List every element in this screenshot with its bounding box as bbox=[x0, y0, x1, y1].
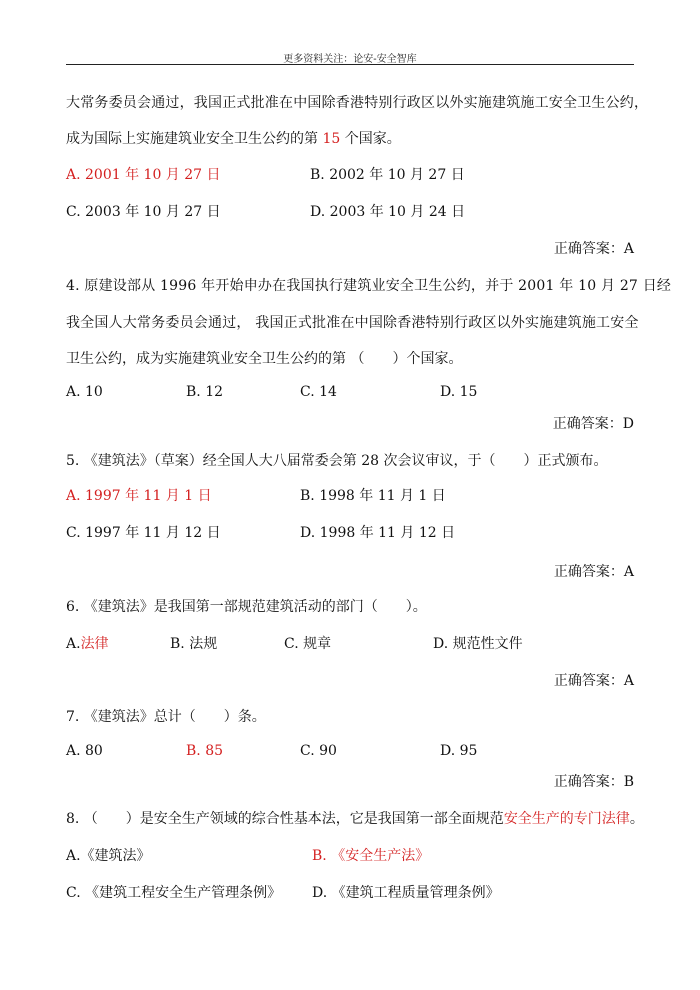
q4-option-c: C. 14 bbox=[300, 384, 337, 400]
q7-text-line-1: 7. 《建筑法》总计（ ）条。 bbox=[66, 709, 266, 725]
q8-text-line-1 bbox=[66, 810, 644, 828]
q6-option-a-text: 法律 bbox=[80, 636, 109, 652]
q8-text-post: 。 bbox=[629, 811, 644, 827]
q7-option-a: A. 80 bbox=[66, 743, 103, 759]
q4-answer: 正确答案：D bbox=[552, 416, 634, 432]
q8-option-b: B. 《安全生产法》 bbox=[312, 848, 430, 864]
q8-option-d: D. 《建筑工程质量管理条例》 bbox=[312, 885, 500, 901]
q5-option-b: B. 1998 年 11 月 1 日 bbox=[300, 488, 446, 504]
q7-option-c: C. 90 bbox=[300, 743, 337, 759]
q6-option-b: B. 法规 bbox=[170, 636, 218, 652]
q6-answer: 正确答案：A bbox=[553, 673, 634, 689]
q3-fill-answer: 15 bbox=[322, 131, 341, 147]
q6-option-a bbox=[66, 635, 109, 653]
q3-option-c: C. 2003 年 10 月 27 日 bbox=[66, 204, 221, 220]
q3-text-post: 个国家。 bbox=[340, 131, 401, 147]
q8-option-c: C. 《建筑工程安全生产管理条例》 bbox=[66, 885, 282, 901]
q6-option-a-prefix: A. bbox=[66, 636, 81, 652]
q7-answer: 正确答案：B bbox=[553, 774, 634, 790]
q5-option-d: D. 1998 年 11 月 12 日 bbox=[300, 525, 456, 541]
q5-option-a: A. 1997 年 11 月 1 日 bbox=[66, 488, 212, 504]
q4-text-line-1: 4. 原建设部从 1996 年开始申办在我国执行建筑业安全卫生公约，并于 2001 年 10 月 27 日经 bbox=[66, 278, 672, 294]
q4-option-b: B. 12 bbox=[186, 384, 224, 400]
q3-option-d: D. 2003 年 10 月 24 日 bbox=[310, 204, 466, 220]
q5-answer: 正确答案：A bbox=[553, 564, 634, 580]
q4-option-d: D. 15 bbox=[440, 384, 478, 400]
q7-option-d: D. 95 bbox=[440, 743, 478, 759]
q4-text-line-2: 我全国人大常务委员会通过， 我国正式批准在中国除香港特别行政区以外实施建筑施工安全 bbox=[66, 315, 639, 331]
header-divider bbox=[66, 64, 634, 65]
q3-text-line-2 bbox=[66, 130, 634, 148]
q8-text-pre: 8. （ ）是安全生产领域的综合性基本法，它是我国第一部全面规范 bbox=[66, 811, 504, 827]
q4-option-a: A. 10 bbox=[66, 384, 103, 400]
q3-text-line-1: 大常务委员会通过，我国正式批准在中国除香港特别行政区以外实施建筑施工安全卫生公约， bbox=[66, 95, 649, 111]
q4-text-line-3: 卫生公约，成为实施建筑业安全卫生公约的第 （ ）个国家。 bbox=[66, 351, 463, 367]
q5-option-c: C. 1997 年 11 月 12 日 bbox=[66, 525, 221, 541]
q3-answer: 正确答案：A bbox=[553, 241, 634, 257]
page-header: 更多资料关注：论安-安全智库 bbox=[283, 54, 417, 65]
q3-option-a: A. 2001 年 10 月 27 日 bbox=[66, 167, 221, 183]
q6-text-line-1: 6. 《建筑法》是我国第一部规范建筑活动的部门（ ）。 bbox=[66, 599, 427, 615]
q5-text-line-1: 5. 《建筑法》（草案）经全国人大八届常委会第 28 次会议审议，于（ ）正式颁布。 bbox=[66, 453, 608, 469]
q6-option-d: D. 规范性文件 bbox=[433, 636, 523, 652]
q8-option-a: A.《建筑法》 bbox=[66, 848, 151, 864]
q3-option-b: B. 2002 年 10 月 27 日 bbox=[310, 167, 465, 183]
q7-option-b: B. 85 bbox=[186, 743, 224, 759]
q8-text-highlight: 安全生产的专门法律 bbox=[503, 811, 630, 827]
q6-option-c: C. 规章 bbox=[284, 636, 332, 652]
q3-text-pre: 成为国际上实施建筑业安全卫生公约的第 bbox=[66, 131, 323, 147]
